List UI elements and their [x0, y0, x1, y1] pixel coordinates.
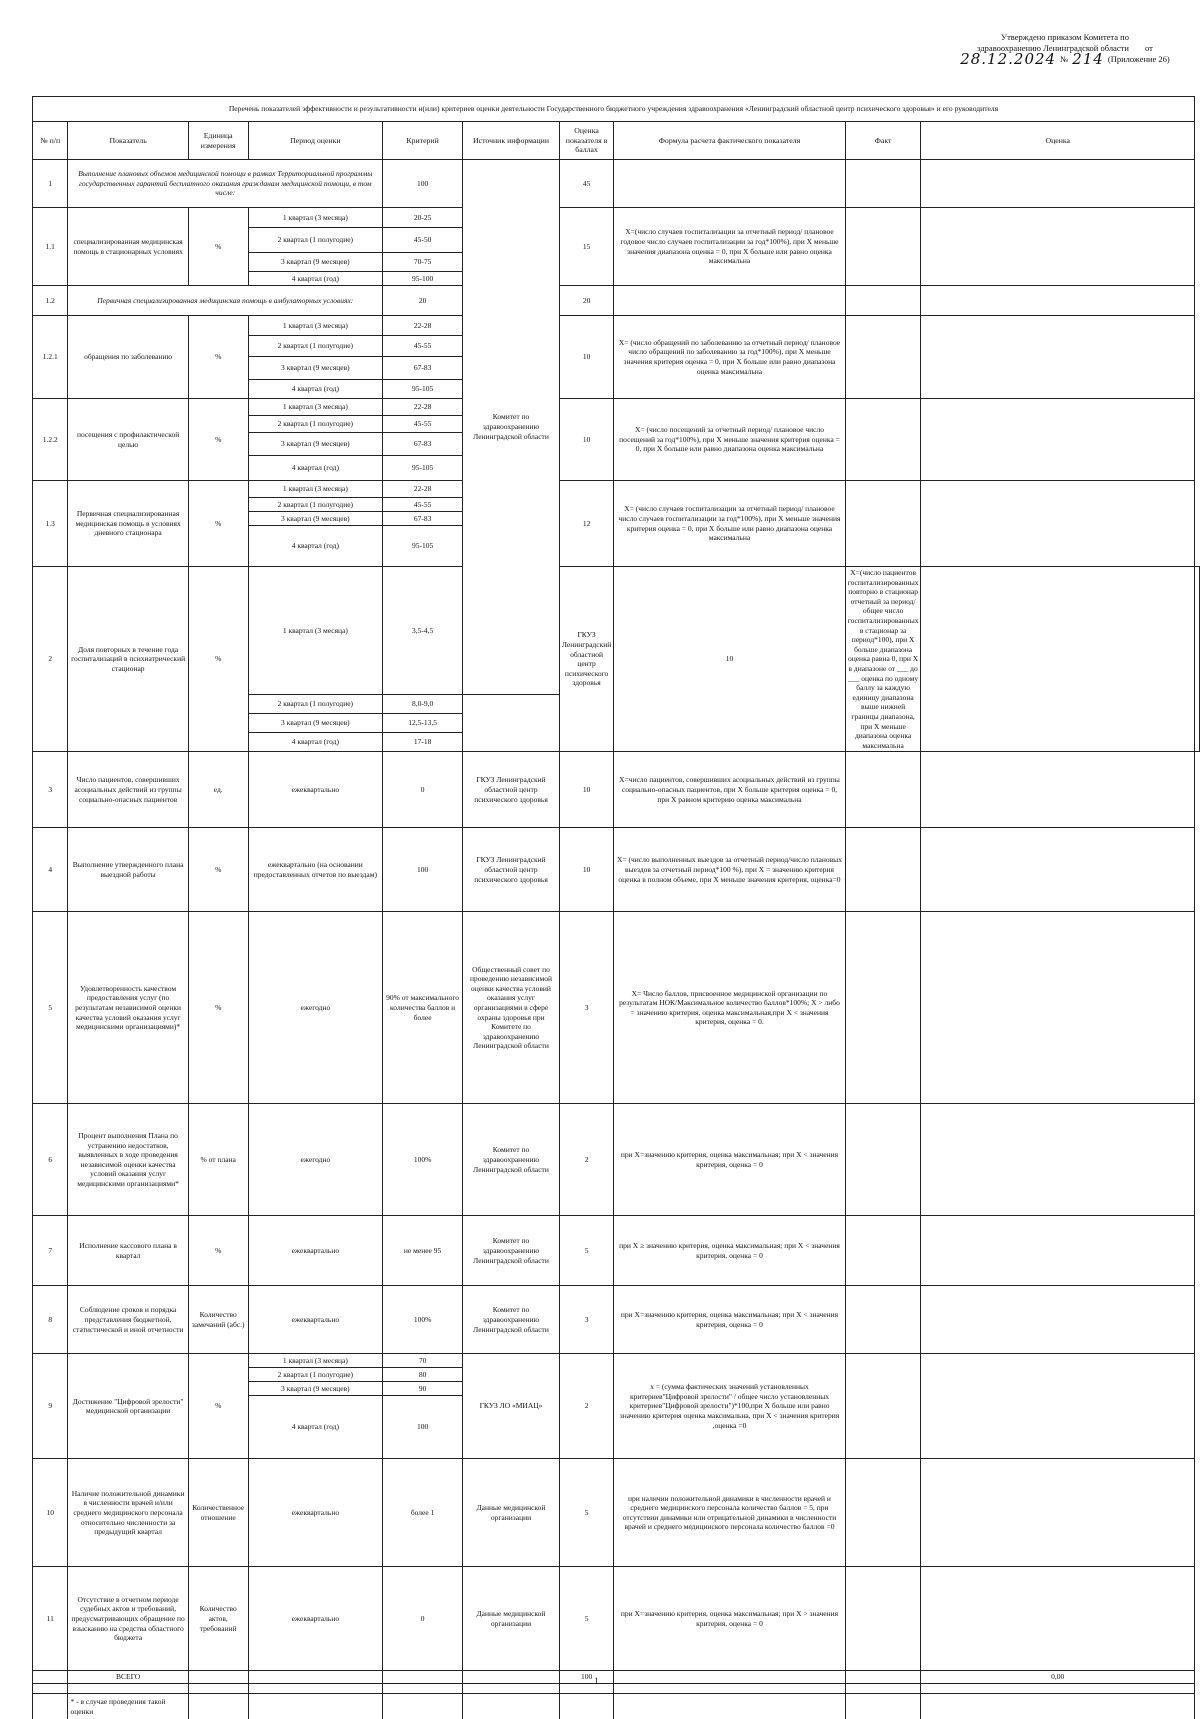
table-row: [33, 828, 1200, 912]
row-formula: Х= (число посещений за отчетный период/ плановое число посещений за год*100%), при Х меньше значения критерия оценка = 0, при Х больше или равно диапазона оценка максимальна: [614, 399, 845, 481]
row-period: 2 квартал (1 полугодие): [248, 498, 382, 512]
row-score: 10: [614, 567, 845, 752]
table-row: [33, 481, 1200, 498]
approval-line-1: Утверждено приказом Комитета по: [1001, 32, 1129, 42]
row-period: 3 квартал (9 месяцев): [248, 512, 382, 526]
row-source: Данные медицинской организации: [463, 1459, 560, 1567]
row-period: ежеквартально: [248, 1459, 382, 1567]
table-row: [33, 399, 1200, 416]
row-criterion: 95-105: [383, 526, 463, 567]
row-period: ежегодно: [248, 1104, 382, 1216]
row-criterion: 17-18: [383, 733, 463, 752]
row-evaluation: [1195, 567, 1200, 752]
row-indicator: посещения с профилактической целью: [68, 399, 188, 481]
row-formula: Х= (число случаев госпитализации за отчетный период/ плановое число случаев госпитализации за год*100%), при Х меньше значения критерия оценка = 0, при Х больше или равно диапазона оценка максимальна: [614, 481, 845, 567]
row-num: 2: [33, 567, 68, 752]
row-evaluation: [921, 160, 1195, 208]
row-indicator: Первичная специализированная медицинская помощь в условиях дневного стационара: [68, 481, 188, 567]
row-period: 3 квартал (9 месяцев): [248, 357, 382, 380]
row-criterion: 90% от максимального количества баллов и более: [383, 912, 463, 1104]
row-num: 5: [33, 912, 68, 1104]
total-evaluation: 0,00: [921, 1671, 1195, 1684]
row-num: 9: [33, 1354, 68, 1459]
row-criterion: 100: [383, 160, 463, 208]
table-row: [33, 1459, 1200, 1567]
row-score: 12: [559, 481, 613, 567]
row-evaluation: [921, 1459, 1195, 1567]
row-indicator: Доля повторных в течение года госпитализаций в психиатрический стационар: [68, 567, 188, 752]
row-evaluation: [921, 1286, 1195, 1354]
row-indicator: Наличие положительной динамики в численности врачей и/или среднего медицинского персонала относительно численности за предыдущий квартал: [68, 1459, 188, 1567]
row-fact: [845, 1286, 921, 1354]
row-source: Комитет по здравоохранению Ленинградской области: [463, 160, 560, 695]
row-score: 5: [559, 1567, 613, 1671]
row-num: 4: [33, 828, 68, 912]
row-fact: [845, 399, 921, 481]
row-source: ГКУЗ ЛО «МИАЦ»: [463, 1354, 560, 1459]
row-formula: при наличии положительной динамики в численности врачей и среднего медицинского персонала количество баллов = 5, при отсутствии динамики или отрицательной динамики в численности врачей и среднего медицинского персонала количество баллов =0: [614, 1459, 845, 1567]
table-title: Перечень показателей эффективности и результативности и(или) критериев оценки деятельности Государственного бюджетного учреждения здравоохранения «Ленинградский областной центр психического здоровья» и его руководителя: [33, 97, 1195, 122]
row-source: Комитет по здравоохранению Ленинградской области: [463, 1216, 560, 1286]
row-score: 45: [559, 160, 613, 208]
row-criterion: 90: [383, 1382, 463, 1396]
row-num: 1.1: [33, 208, 68, 286]
row-criterion: 95-105: [383, 380, 463, 399]
row-indicator: Соблюдение сроков и порядка представления бюджетной, статистической и иной отчетности: [68, 1286, 188, 1354]
row-criterion: 100: [383, 828, 463, 912]
handwritten-date: 28.12.2024: [960, 50, 1057, 68]
row-period: 4 квартал (год): [248, 456, 382, 481]
row-period: 2 квартал (1 полугодие): [248, 1368, 382, 1382]
row-period: 1 квартал (3 месяца): [248, 399, 382, 416]
row-num: 1: [33, 160, 68, 208]
row-fact: [921, 567, 1195, 752]
row-criterion: 70-75: [383, 253, 463, 272]
header-evaluation: Оценка: [921, 122, 1195, 160]
number-label: №: [1060, 54, 1069, 64]
row-period: ежеквартально: [248, 1286, 382, 1354]
row-num: 7: [33, 1216, 68, 1286]
row-evaluation: [921, 208, 1195, 286]
row-source: Общественный совет по проведению независимой оценки качества условий оказания услуг организациями в сфере охраны здоровья при Комитете по здравоохранению Ленинградской области: [463, 912, 560, 1104]
table-row: [33, 286, 1200, 316]
row-fact: [845, 208, 921, 286]
indicator-table: [32, 96, 1200, 1719]
header-criterion: Критерий: [383, 122, 463, 160]
approval-line-2: здравоохранению Ленинградской области: [977, 43, 1129, 53]
row-num: 11: [33, 1567, 68, 1671]
row-num: 1.3: [33, 481, 68, 567]
table-row: [33, 1104, 1200, 1216]
table-row: [33, 912, 1200, 1104]
row-criterion: 22-28: [383, 399, 463, 416]
header-formula: Формула расчета фактического показателя: [614, 122, 845, 160]
row-evaluation: [921, 1216, 1195, 1286]
row-criterion: 67-83: [383, 357, 463, 380]
row-formula: при Х=значению критерия, оценка максимальная; при Х < значения критерия, оценка = 0: [614, 1286, 845, 1354]
row-num: 6: [33, 1104, 68, 1216]
row-criterion: 67-83: [383, 512, 463, 526]
row-period: ежеквартально: [248, 1567, 382, 1671]
row-period: 1 квартал (3 месяца): [248, 567, 382, 695]
row-formula: Х= (число обращений по заболеванию за отчетный период/ плановое число обращений по заболеванию за год*100%), при Х меньше значения критерия оценка = 0, при Х больше или равно диапазона оценка максимальна: [614, 316, 845, 399]
row-indicator: Выполнение утвержденного плана выездной работы: [68, 828, 188, 912]
row-period: 2 квартал (1 полугодие): [248, 416, 382, 433]
row-period: 4 квартал (год): [248, 272, 382, 286]
row-formula: Х=(число случаев госпитализации за отчетный период/ плановое годовое число случаев госпитализации за год*100%), при Х меньше значения диапазона оценка = 0, при Х больше или равно оценка максимальна: [614, 208, 845, 286]
row-num: 8: [33, 1286, 68, 1354]
row-period: 4 квартал (год): [248, 733, 382, 752]
row-score: 5: [559, 1459, 613, 1567]
row-fact: [845, 828, 921, 912]
row-unit: %: [188, 912, 248, 1104]
row-indicator: Выполнение плановых объемов медицинской помощи в рамках Территориальной программы государственных гарантий бесплатного оказания гражданам медицинской помощи, в том числе:: [68, 160, 383, 208]
row-unit: %: [188, 316, 248, 399]
row-formula: при Х=значению критерия, оценка максимальная; при Х < значения критерия, оценка = 0: [614, 1104, 845, 1216]
table-row: [33, 567, 1200, 695]
row-evaluation: [921, 752, 1195, 828]
row-criterion: 100%: [383, 1104, 463, 1216]
row-period: 1 квартал (3 месяца): [248, 1354, 382, 1368]
row-criterion: 22-28: [383, 316, 463, 336]
row-indicator: Исполнение кассового плана в квартал: [68, 1216, 188, 1286]
row-period: 4 квартал (год): [248, 1396, 382, 1459]
total-row: [33, 1671, 1200, 1684]
row-fact: [845, 316, 921, 399]
row-period: 3 квартал (9 месяцев): [248, 713, 382, 732]
row-fact: [845, 1104, 921, 1216]
row-criterion: 95-105: [383, 456, 463, 481]
row-fact: [845, 1459, 921, 1567]
row-period: 2 квартал (1 полугодие): [248, 228, 382, 253]
table-row: [33, 160, 1200, 208]
footnote: * - в случае проведения такой оценки: [68, 1693, 188, 1719]
table-row: [33, 1354, 1200, 1368]
row-num: 10: [33, 1459, 68, 1567]
table-row: [33, 1216, 1200, 1286]
row-formula: х = (сумма фактических значений установленных критериев"Цифровой зрелости" / общее число установленных критериев"Цифровой зрелости")*100,при Х больше или равно значению критерия оценка максимальна, при Х < значения критерия ,оценка =0: [614, 1354, 845, 1459]
row-fact: [845, 752, 921, 828]
row-unit: % от плана: [188, 1104, 248, 1216]
header-fact: Факт: [845, 122, 921, 160]
row-period: 2 квартал (1 полугодие): [248, 694, 382, 713]
row-criterion: 100: [383, 1396, 463, 1459]
row-source: Комитет по здравоохранению Ленинградской области: [463, 1286, 560, 1354]
row-indicator: специализированная медицинская помощь в стационарных условиях: [68, 208, 188, 286]
handwritten-number: 214: [1072, 50, 1104, 68]
header-period: Период оценки: [248, 122, 382, 160]
row-criterion: 95-100: [383, 272, 463, 286]
row-criterion: 100%: [383, 1286, 463, 1354]
row-period: 1 квартал (3 месяца): [248, 316, 382, 336]
row-num: 3: [33, 752, 68, 828]
row-period: ежеквартально (на основании предоставленных отчетов по выездам): [248, 828, 382, 912]
row-evaluation: [921, 399, 1195, 481]
row-score: 3: [559, 1286, 613, 1354]
row-formula: при Х ≥ значению критерия, оценка максимальная; при Х < значения критерия, оценка = 0: [614, 1216, 845, 1286]
row-indicator: Достижение "Цифровой зрелости" медицинской организации: [68, 1354, 188, 1459]
row-unit: Количество замечаний (абс.): [188, 1286, 248, 1354]
row-indicator: Отсутствие в отчетном периоде судебных актов и требований, предусматривающих обращение по взысканию на средства областного бюджета: [68, 1567, 188, 1671]
row-evaluation: [921, 1567, 1195, 1671]
row-criterion: 45-55: [383, 336, 463, 357]
row-unit: %: [188, 1216, 248, 1286]
row-score: 5: [559, 1216, 613, 1286]
row-formula: при Х=значению критерия, оценка максимальная; при Х > значения критерия, оценка = 0: [614, 1567, 845, 1671]
row-score: 15: [559, 208, 613, 286]
row-formula: Х= Число баллов, присвоенное медицинской организации по результатам НОК/Максимальное количество баллов*100%; Х > либо = значению критерия, оценка максимальная,при Х < значения критерия, оценка = 0.: [614, 912, 845, 1104]
appendix-label: (Приложение 26): [1107, 54, 1170, 64]
row-evaluation: [921, 828, 1195, 912]
row-formula: Х=число пациентов, совершивших асоциальных действий из группы социально-опасных пациентов, при Х больше критерия оценка = 0, при Х равном критерию оценка максимальна: [614, 752, 845, 828]
indicator-table-container: [32, 96, 1200, 1719]
table-row: [33, 316, 1200, 336]
row-fact: [845, 912, 921, 1104]
row-num: 1.2.1: [33, 316, 68, 399]
row-evaluation: [921, 286, 1195, 316]
page-number: 1: [594, 1676, 599, 1686]
row-period: 1 квартал (3 месяца): [248, 208, 382, 228]
row-unit: %: [188, 567, 248, 752]
row-criterion: 22-28: [383, 481, 463, 498]
row-criterion: 12,5-13,5: [383, 713, 463, 732]
row-criterion: 80: [383, 1368, 463, 1382]
row-criterion: 45-55: [383, 416, 463, 433]
row-fact: [845, 1354, 921, 1459]
row-score: 2: [559, 1354, 613, 1459]
row-criterion: 20: [383, 286, 463, 316]
row-unit: Количественное отношение: [188, 1459, 248, 1567]
row-fact: [845, 1216, 921, 1286]
row-fact: [845, 481, 921, 567]
row-period: 3 квартал (9 месяцев): [248, 1382, 382, 1396]
row-unit: ед.: [188, 752, 248, 828]
approval-line-2-tail: от: [1145, 43, 1153, 53]
header-num: № п/п: [33, 122, 68, 160]
row-evaluation: [921, 1104, 1195, 1216]
row-formula: Х=(число пациентов госпитализированных повторно в стационар отчетный за период/общее число госпитализированных в стационар за период*100), при Х больше диапазона оценка равна 0, при Х в диапазоне от ___ до ___ оценка по одному баллу за каждую единицу диапазона выше нижней границы диапазона, при Х меньше диапазона оценка максимальна: [845, 567, 921, 752]
row-unit: %: [188, 828, 248, 912]
row-unit: %: [188, 399, 248, 481]
row-indicator: Число пациентов, совершивших асоциальных действий из группы социально-опасных пациентов: [68, 752, 188, 828]
row-period: 3 квартал (9 месяцев): [248, 433, 382, 456]
table-row: [33, 1567, 1200, 1671]
row-score: 10: [559, 828, 613, 912]
row-fact: [845, 1567, 921, 1671]
row-unit: %: [188, 1354, 248, 1459]
row-period: 4 квартал (год): [248, 526, 382, 567]
row-criterion: 67-83: [383, 433, 463, 456]
row-criterion: 0: [383, 1567, 463, 1671]
row-criterion: 45-50: [383, 228, 463, 253]
header-indicator: Показатель: [68, 122, 188, 160]
total-score: 100: [559, 1671, 613, 1684]
row-criterion: 0: [383, 752, 463, 828]
header-score: Оценка показателя в баллах: [559, 122, 613, 160]
row-indicator: Первичная специализированная медицинская помощь в амбулаторных условиях:: [68, 286, 383, 316]
row-formula: [614, 286, 845, 316]
row-score: 10: [559, 752, 613, 828]
row-formula: Х= (число выполненных выездов за отчетный период/число плановых выездов за отчетный период*100 %), при Х = значению критерия оценка в полном объеме, при Х меньше значения критерия, оценка=0: [614, 828, 845, 912]
row-period: 1 квартал (3 месяца): [248, 481, 382, 498]
footnote-row: [33, 1693, 1200, 1719]
table-row: [33, 1286, 1200, 1354]
row-unit: Количество актов, требований: [188, 1567, 248, 1671]
row-score: 3: [559, 912, 613, 1104]
header-row: [33, 122, 1200, 160]
row-fact: [845, 160, 921, 208]
row-evaluation: [921, 1354, 1195, 1459]
row-formula: [614, 160, 845, 208]
approval-stamp: [945, 32, 1185, 68]
row-period: 3 квартал (9 месяцев): [248, 253, 382, 272]
row-source: ГКУЗ Ленинградский областной центр психического здоровья: [463, 752, 560, 828]
row-num: 1.2: [33, 286, 68, 316]
row-period: ежеквартально: [248, 752, 382, 828]
row-evaluation: [921, 316, 1195, 399]
header-source: Источник информации: [463, 122, 560, 160]
row-criterion: 3,5-4,5: [383, 567, 463, 695]
row-fact: [845, 286, 921, 316]
row-num: 1.2.2: [33, 399, 68, 481]
row-period: 2 квартал (1 полугодие): [248, 336, 382, 357]
header-unit: Единица измерения: [188, 122, 248, 160]
row-criterion: 8,0-9,0: [383, 694, 463, 713]
row-score: 2: [559, 1104, 613, 1216]
row-indicator: обращения по заболеванию: [68, 316, 188, 399]
row-evaluation: [921, 912, 1195, 1104]
row-criterion: не менее 95: [383, 1216, 463, 1286]
row-unit: %: [188, 208, 248, 286]
row-unit: %: [188, 481, 248, 567]
row-criterion: 70: [383, 1354, 463, 1368]
row-source: ГКУЗ Ленинградский областной центр психического здоровья: [559, 567, 613, 752]
row-indicator: Удовлетворенность качеством предоставления услуг (по результатам независимой оценки качества условий оказания услуг медицинскими организациями)*: [68, 912, 188, 1104]
row-period: 4 квартал (год): [248, 380, 382, 399]
row-indicator: Процент выполнения Плана по устранению недостатков, выявленных в ходе проведения независимой оценки качества условий оказания услуг медицинскими организациями*: [68, 1104, 188, 1216]
row-score: 10: [559, 316, 613, 399]
row-score: 20: [559, 286, 613, 316]
total-label: ВСЕГО: [68, 1671, 188, 1684]
row-evaluation: [921, 481, 1195, 567]
row-criterion: 45-55: [383, 498, 463, 512]
row-period: ежеквартально: [248, 1216, 382, 1286]
row-source: ГКУЗ Ленинградский областной центр психического здоровья: [463, 828, 560, 912]
row-source: Данные медицинской организации: [463, 1567, 560, 1671]
table-row: [33, 752, 1200, 828]
row-score: 10: [559, 399, 613, 481]
table-row: [33, 208, 1200, 228]
row-criterion: 20-25: [383, 208, 463, 228]
row-source: Комитет по здравоохранению Ленинградской области: [463, 1104, 560, 1216]
row-period: ежегодно: [248, 912, 382, 1104]
row-criterion: более 1: [383, 1459, 463, 1567]
